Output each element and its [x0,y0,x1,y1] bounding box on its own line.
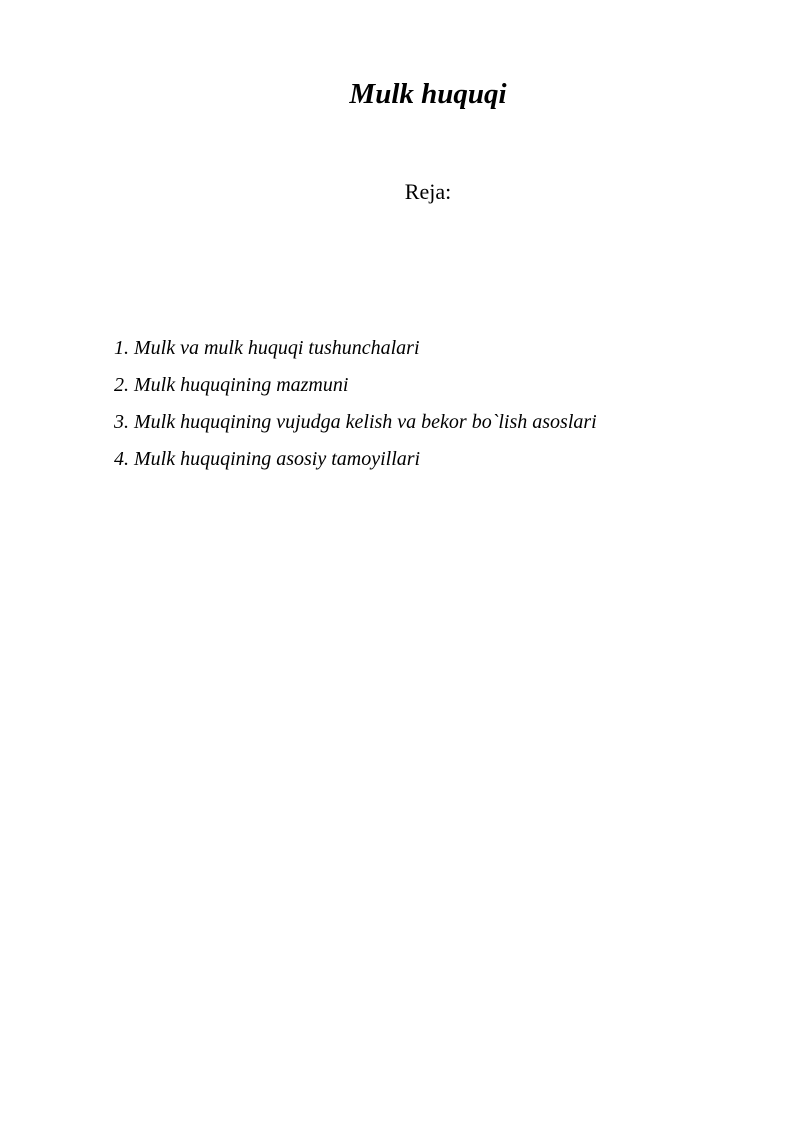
plan-heading: Reja: [404,179,452,204]
plan-item-3: 3. Mulk huquqining vujudga kelish va bekor bo`lish asoslari [114,411,597,433]
plan-list [114,333,597,481]
plan-item-1: 1. Mulk va mulk huquqi tushunchalari [114,337,420,359]
document-title: Mulk huquqi [349,78,507,110]
plan-item-4: 4. Mulk huquqining asosiy tamoyillari [114,448,421,470]
plan-item-2: 2. Mulk huquqining mazmuni [114,374,349,396]
